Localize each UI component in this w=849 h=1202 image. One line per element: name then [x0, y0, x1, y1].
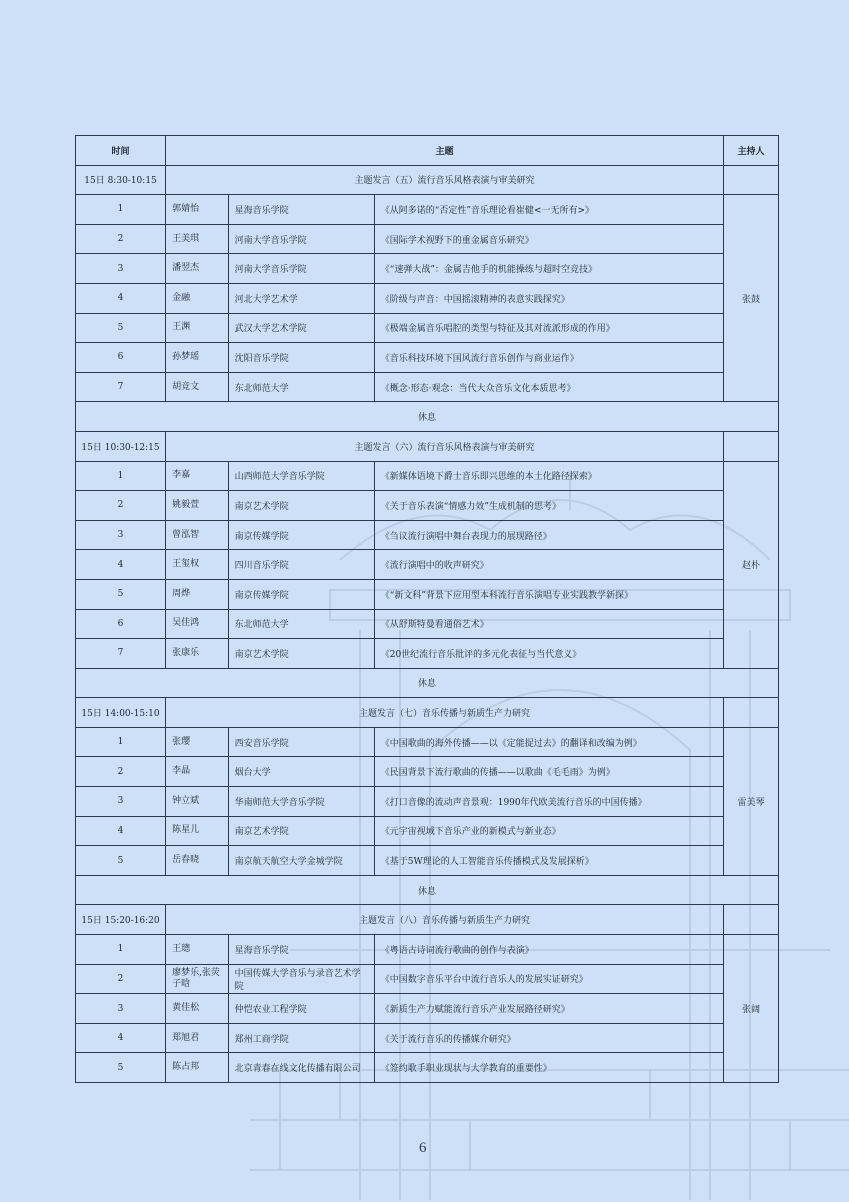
talk-number: 1 [76, 195, 166, 225]
talk-title: 《极端金属音乐唱腔的类型与特征及其对流派形成的作用》 [374, 313, 723, 343]
talk-row [76, 579, 779, 609]
talk-title: 《“速弹大战”：金属吉他手的机能操练与超时空竞技》 [374, 254, 723, 284]
break-label: 休息 [76, 402, 779, 432]
speaker-name: 吴佳鸿 [166, 609, 229, 639]
talk-number: 1 [76, 727, 166, 757]
speaker-name: 陈星儿 [166, 816, 229, 846]
session-host: 张鼓 [724, 195, 779, 402]
break-row [76, 668, 779, 698]
talk-row [76, 639, 779, 669]
talk-number: 2 [76, 757, 166, 787]
speaker-institution: 南京航天航空大学金城学院 [228, 846, 374, 876]
speaker-name: 孙梦瑶 [166, 343, 229, 373]
talk-number: 3 [76, 254, 166, 284]
session-title: 主题发言（八）音乐传播与新质生产力研究 [166, 905, 724, 935]
talk-row [76, 461, 779, 491]
speaker-institution: 郑州工商学院 [228, 1023, 374, 1053]
session-time: 15日 8:30-10:15 [76, 165, 166, 195]
speaker-name: 潘翌杰 [166, 254, 229, 284]
header-time: 时间 [76, 136, 166, 166]
talk-title: 《关于流行音乐的传播媒介研究》 [374, 1023, 723, 1053]
session-host-empty [724, 698, 779, 728]
talk-number: 4 [76, 1023, 166, 1053]
schedule-table [75, 135, 779, 1083]
talk-title: 《民国背景下流行歌曲的传播——以歌曲《毛毛雨》为例》 [374, 757, 723, 787]
talk-title: 《签约歌手职业现状与大学教育的重要性》 [374, 1053, 723, 1083]
speaker-name: 郭婧怡 [166, 195, 229, 225]
talk-number: 7 [76, 639, 166, 669]
speaker-institution: 南京艺术学院 [228, 816, 374, 846]
talk-row [76, 313, 779, 343]
speaker-institution: 仲恺农业工程学院 [228, 994, 374, 1024]
talk-row [76, 491, 779, 521]
talk-row [76, 1023, 779, 1053]
talk-number: 4 [76, 550, 166, 580]
speaker-institution: 西安音乐学院 [228, 727, 374, 757]
speaker-institution: 四川音乐学院 [228, 550, 374, 580]
talk-row [76, 254, 779, 284]
talk-number: 2 [76, 224, 166, 254]
talk-title: 《粤语古诗词流行歌曲的创作与表演》 [374, 935, 723, 965]
break-row [76, 875, 779, 905]
talk-number: 3 [76, 520, 166, 550]
speaker-institution: 武汉大学艺术学院 [228, 313, 374, 343]
speaker-name: 金融 [166, 283, 229, 313]
talk-number: 3 [76, 787, 166, 817]
talk-row [76, 964, 779, 994]
speaker-institution: 河南大学音乐学院 [228, 224, 374, 254]
talk-number: 4 [76, 816, 166, 846]
talk-title: 《阶级与声音：中国摇滚精神的表意实践探究》 [374, 283, 723, 313]
speaker-name: 王玺权 [166, 550, 229, 580]
session-header-row [76, 431, 779, 461]
talk-number: 6 [76, 343, 166, 373]
talk-title: 《关于音乐表演“情感力效”生成机制的思考》 [374, 491, 723, 521]
talk-row [76, 609, 779, 639]
session-host-empty [724, 431, 779, 461]
talk-title: 《流行演唱中的收声研究》 [374, 550, 723, 580]
speaker-name: 黄佳松 [166, 994, 229, 1024]
session-host: 雷美琴 [724, 727, 779, 875]
speaker-institution: 华南师范大学音乐学院 [228, 787, 374, 817]
speaker-institution: 星海音乐学院 [228, 935, 374, 965]
talk-row [76, 283, 779, 313]
header-row [76, 136, 779, 166]
speaker-name: 王美琪 [166, 224, 229, 254]
speaker-institution: 南京艺术学院 [228, 491, 374, 521]
talk-row [76, 816, 779, 846]
speaker-name: 王渊 [166, 313, 229, 343]
talk-row [76, 935, 779, 965]
speaker-institution: 南京传媒学院 [228, 579, 374, 609]
speaker-institution: 南京艺术学院 [228, 639, 374, 669]
talk-title: 《音乐科技环境下国风流行音乐创作与商业运作》 [374, 343, 723, 373]
session-time: 15日 14:00-15:10 [76, 698, 166, 728]
session-header-row [76, 698, 779, 728]
session-host: 张阔 [724, 935, 779, 1083]
speaker-institution: 河北大学艺术学 [228, 283, 374, 313]
session-host: 赵朴 [724, 461, 779, 668]
speaker-name: 廖梦乐,张荧子晗 [166, 964, 229, 994]
speaker-name: 张康乐 [166, 639, 229, 669]
speaker-name: 钟立斌 [166, 787, 229, 817]
talk-number: 1 [76, 461, 166, 491]
page-number: 6 [419, 1140, 427, 1156]
talk-number: 5 [76, 846, 166, 876]
session-time: 15日 10:30-12:15 [76, 431, 166, 461]
session-header-row [76, 905, 779, 935]
talk-title: 《概念·形态·观念：当代大众音乐文化本质思考》 [374, 372, 723, 402]
talk-row [76, 224, 779, 254]
talk-row [76, 1053, 779, 1083]
speaker-name: 姚毅萱 [166, 491, 229, 521]
talk-row [76, 787, 779, 817]
talk-row [76, 727, 779, 757]
talk-number: 6 [76, 609, 166, 639]
talk-title: 《从阿多诺的“否定性”音乐理论看崔健<一无所有>》 [374, 195, 723, 225]
talk-row [76, 343, 779, 373]
session-host-empty [724, 165, 779, 195]
speaker-institution: 烟台大学 [228, 757, 374, 787]
talk-title: 《刍议流行演唱中舞台表现力的展现路径》 [374, 520, 723, 550]
talk-number: 4 [76, 283, 166, 313]
speaker-institution: 南京传媒学院 [228, 520, 374, 550]
talk-number: 5 [76, 579, 166, 609]
talk-row [76, 195, 779, 225]
speaker-institution: 东北师范大学 [228, 372, 374, 402]
speaker-name: 李晶 [166, 757, 229, 787]
session-title: 主题发言（七）音乐传播与新质生产力研究 [166, 698, 724, 728]
speaker-name: 张璎 [166, 727, 229, 757]
speaker-institution: 星海音乐学院 [228, 195, 374, 225]
talk-title: 《从舒斯特曼看通俗艺术》 [374, 609, 723, 639]
talk-row [76, 846, 779, 876]
talk-title: 《新媒体语境下爵士音乐即兴思维的本土化路径探索》 [374, 461, 723, 491]
talk-number: 5 [76, 1053, 166, 1083]
talk-number: 5 [76, 313, 166, 343]
talk-title: 《20世纪流行音乐批评的多元化表征与当代意义》 [374, 639, 723, 669]
talk-number: 1 [76, 935, 166, 965]
talk-title: 《元宇宙视域下音乐产业的新模式与新业态》 [374, 816, 723, 846]
speaker-institution: 中国传媒大学音乐与录音艺术学院 [228, 964, 374, 994]
speaker-institution: 东北师范大学 [228, 609, 374, 639]
talk-row [76, 520, 779, 550]
header-host: 主持人 [724, 136, 779, 166]
session-title: 主题发言（五）流行音乐风格表演与审美研究 [166, 165, 724, 195]
talk-number: 2 [76, 964, 166, 994]
session-host-empty [724, 905, 779, 935]
speaker-name: 郑旭君 [166, 1023, 229, 1053]
speaker-institution: 沈阳音乐学院 [228, 343, 374, 373]
break-row [76, 402, 779, 432]
speaker-name: 李嘉 [166, 461, 229, 491]
speaker-name: 王璁 [166, 935, 229, 965]
speaker-name: 陈占邦 [166, 1053, 229, 1083]
speaker-name: 岳春晓 [166, 846, 229, 876]
talk-title: 《打口音像的流动声音景观：1990年代欧美流行音乐的中国传播》 [374, 787, 723, 817]
speaker-institution: 河南大学音乐学院 [228, 254, 374, 284]
speaker-name: 胡竞文 [166, 372, 229, 402]
speaker-institution: 山西师范大学音乐学院 [228, 461, 374, 491]
talk-title: 《中国歌曲的海外传播——以《定能捉过去》的翻译和改编为例》 [374, 727, 723, 757]
talk-title: 《中国数字音乐平台中流行音乐人的发展实证研究》 [374, 964, 723, 994]
talk-number: 3 [76, 994, 166, 1024]
speaker-institution: 北京青春在线文化传播有限公司 [228, 1053, 374, 1083]
talk-row [76, 757, 779, 787]
talk-row [76, 550, 779, 580]
session-title: 主题发言（六）流行音乐风格表演与审美研究 [166, 431, 724, 461]
talk-row [76, 372, 779, 402]
speaker-name: 曾泓智 [166, 520, 229, 550]
break-label: 休息 [76, 668, 779, 698]
talk-title: 《基于5W理论的人工智能音乐传播模式及发展探析》 [374, 846, 723, 876]
session-time: 15日 15:20-16:20 [76, 905, 166, 935]
talk-title: 《“新文科”背景下应用型本科流行音乐演唱专业实践教学新探》 [374, 579, 723, 609]
talk-number: 2 [76, 491, 166, 521]
talk-title: 《新质生产力赋能流行音乐产业发展路径研究》 [374, 994, 723, 1024]
talk-row [76, 994, 779, 1024]
session-header-row [76, 165, 779, 195]
talk-number: 7 [76, 372, 166, 402]
header-topic: 主题 [166, 136, 724, 166]
break-label: 休息 [76, 875, 779, 905]
talk-title: 《国际学术视野下的重金属音乐研究》 [374, 224, 723, 254]
speaker-name: 周烨 [166, 579, 229, 609]
